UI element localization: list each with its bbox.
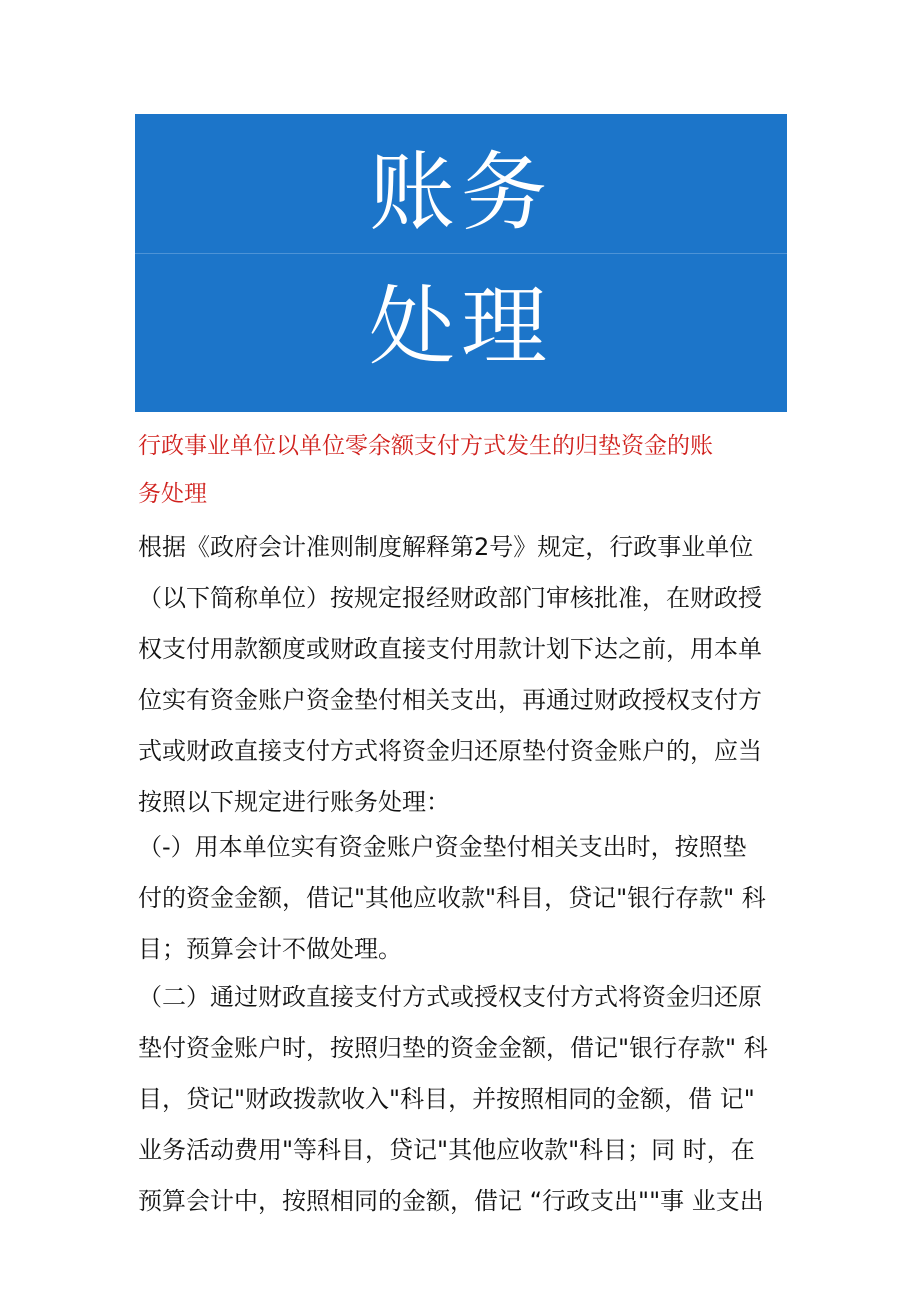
paragraph-line: 垫付资金账户时，按照归垫的资金金额，借记"银行存款" 科 xyxy=(138,1034,768,1062)
paragraph-line: 权支付用款额度或财政直接支付用款计划下达之前，用本单 xyxy=(138,635,762,663)
paragraph-intro xyxy=(138,522,788,828)
banner-title-line-2: 处理 xyxy=(369,277,553,377)
paragraph-line: （-）用本单位实有资金账户资金垫付相关支出时，按照垫 xyxy=(138,833,747,861)
paragraph-line: 位实有资金账户资金垫付相关支出，再通过财政授权支付方 xyxy=(138,686,762,714)
article-headline xyxy=(138,422,788,518)
headline-line: 务处理 xyxy=(138,481,207,507)
paragraph-item-2 xyxy=(138,972,788,1227)
title-banner xyxy=(135,114,787,412)
paragraph-line: （以下简称单位）按规定报经财政部门审核批准，在财政授 xyxy=(138,584,762,612)
headline-line: 行政事业单位以单位零余额支付方式发生的归垫资金的账 xyxy=(138,433,713,459)
paragraph-line: 按照以下规定进行账务处理： xyxy=(138,788,450,816)
paragraph-line: 预算会计中，按照相同的金额，借记 “行政支出""事 业支出 xyxy=(138,1187,764,1215)
paragraph-line: 根据《政府会计准则制度解释第2号》规定，行政事业单位 xyxy=(138,533,754,561)
banner-title-line-1: 账务 xyxy=(369,143,553,243)
paragraph-item-1 xyxy=(138,822,788,975)
paragraph-line: 式或财政直接支付方式将资金归还原垫付资金账户的，应当 xyxy=(138,737,762,765)
paragraph-line: 业务活动费用"等科目，贷记"其他应收款"科目；同 时，在 xyxy=(138,1136,755,1164)
paragraph-line: （二）通过财政直接支付方式或授权支付方式将资金归还原 xyxy=(138,983,762,1011)
banner-divider xyxy=(135,253,787,254)
paragraph-line: 目，贷记"财政拨款收入"科目，并按照相同的金额，借 记" xyxy=(138,1085,755,1113)
paragraph-line: 目；预算会计不做处理。 xyxy=(138,935,402,963)
paragraph-line: 付的资金金额，借记"其他应收款"科目，贷记"银行存款" 科 xyxy=(138,884,766,912)
